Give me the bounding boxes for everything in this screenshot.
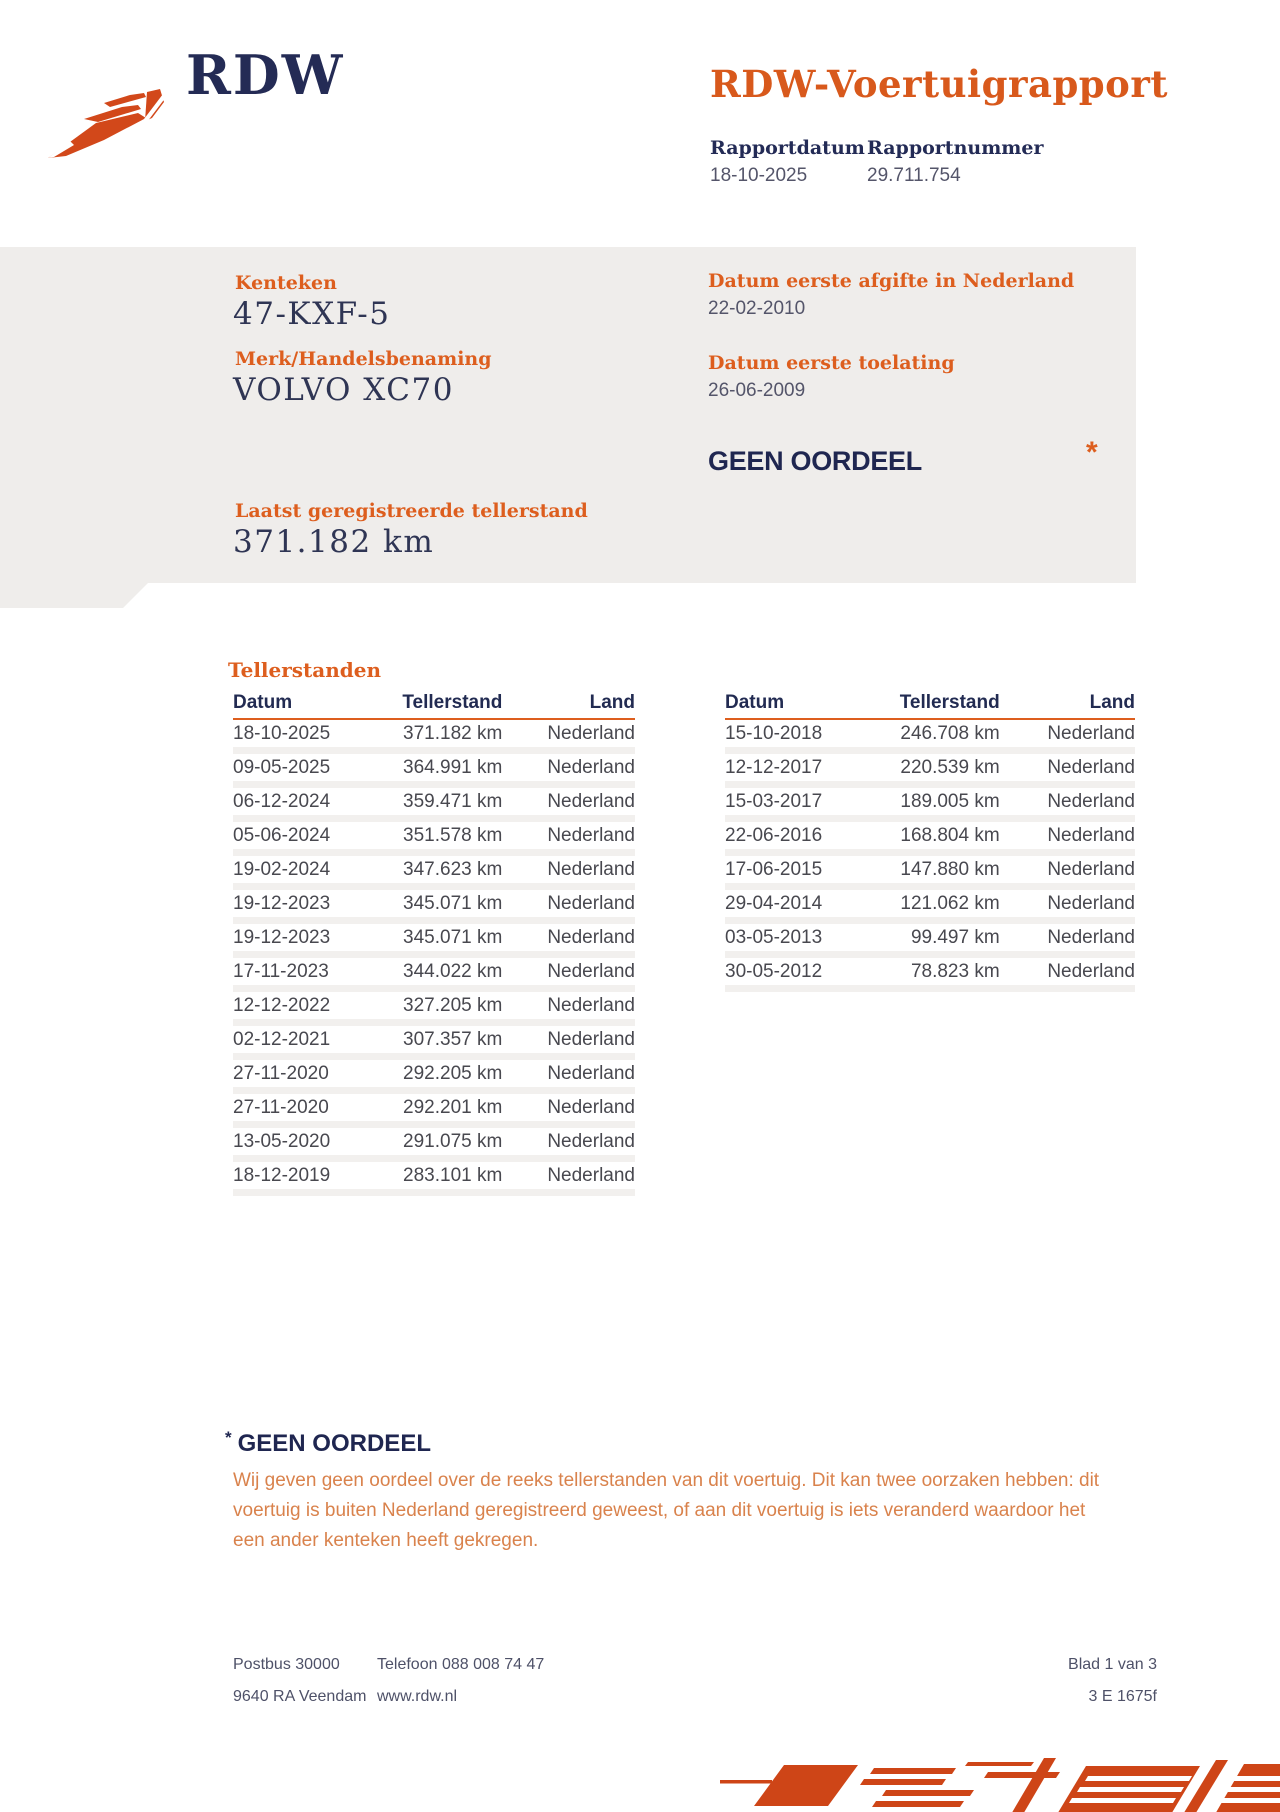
cell-datum: 17-06-2015 xyxy=(725,858,823,880)
cell-land: Nederland xyxy=(1047,790,1135,812)
cell-land: Nederland xyxy=(1047,892,1135,914)
cell-land: Nederland xyxy=(547,926,635,948)
cell-datum: 17-11-2023 xyxy=(233,960,329,982)
odometer-table-left xyxy=(233,692,635,1196)
rdw-wordmark: RDW xyxy=(186,43,345,107)
cell-datum: 12-12-2022 xyxy=(233,994,331,1016)
cell-tellerstand: 345.071 km xyxy=(403,926,503,948)
cell-datum: 19-12-2023 xyxy=(233,926,331,948)
column-header-tellerstand: Tellerstand xyxy=(402,692,503,713)
cell-datum: 19-12-2023 xyxy=(233,892,331,914)
table-row xyxy=(233,1060,635,1094)
cell-datum: 12-12-2017 xyxy=(725,756,823,778)
odometer-table-right xyxy=(725,692,1135,992)
footnote-asterisk: * xyxy=(225,1428,232,1447)
cell-tellerstand: 327.205 km xyxy=(403,994,503,1016)
table-row xyxy=(725,754,1135,788)
cell-datum: 13-05-2020 xyxy=(233,1130,331,1152)
table-row xyxy=(725,822,1135,856)
column-header-datum: Datum xyxy=(233,692,293,713)
cell-datum: 03-05-2013 xyxy=(725,926,823,948)
footer-form-code: 3 E 1675f xyxy=(1088,1688,1157,1705)
kenteken-value: 47-KXF-5 xyxy=(233,296,391,332)
merk-label: Merk/Handelsbenaming xyxy=(235,348,492,370)
cell-datum: 18-10-2025 xyxy=(233,722,331,744)
report-date-value: 18-10-2025 xyxy=(710,165,808,186)
cell-land: Nederland xyxy=(1047,960,1135,982)
table-body xyxy=(233,720,635,1196)
cell-tellerstand: 344.022 km xyxy=(403,960,503,982)
cell-tellerstand: 307.357 km xyxy=(403,1028,503,1050)
cell-tellerstand: 246.708 km xyxy=(900,722,1000,744)
cell-datum: 27-11-2020 xyxy=(233,1062,329,1084)
cell-land: Nederland xyxy=(547,722,635,744)
cell-land: Nederland xyxy=(547,1096,635,1118)
table-row xyxy=(233,856,635,890)
cell-tellerstand: 292.201 km xyxy=(403,1096,503,1118)
table-row xyxy=(725,924,1135,958)
cell-land: Nederland xyxy=(547,756,635,778)
cell-tellerstand: 99.497 km xyxy=(910,926,1000,948)
cell-tellerstand: 189.005 km xyxy=(900,790,1000,812)
tellerstand-value: 371.182 km xyxy=(233,524,435,560)
table-row xyxy=(725,856,1135,890)
table-row xyxy=(233,788,635,822)
cell-tellerstand: 347.623 km xyxy=(403,858,503,880)
table-header-row xyxy=(725,692,1135,720)
cell-land: Nederland xyxy=(547,892,635,914)
page-title: RDW-Voertuigrapport xyxy=(710,62,1168,106)
table-row xyxy=(233,754,635,788)
report-number-label: Rapportnummer xyxy=(867,137,1044,159)
table-row xyxy=(233,924,635,958)
cell-tellerstand: 364.991 km xyxy=(403,756,503,778)
table-row xyxy=(233,720,635,754)
cell-land: Nederland xyxy=(1047,722,1135,744)
table-row xyxy=(233,1162,635,1196)
rdw-logo-icon xyxy=(46,78,170,160)
footnote-heading-row xyxy=(225,1428,431,1458)
tellerstand-label: Laatst geregistreerde tellerstand xyxy=(235,500,588,522)
cell-tellerstand: 283.101 km xyxy=(403,1164,503,1186)
footer-website: www.rdw.nl xyxy=(377,1688,458,1705)
cell-tellerstand: 371.182 km xyxy=(403,722,503,744)
cell-tellerstand: 147.880 km xyxy=(900,858,1000,880)
afgifte-value: 22-02-2010 xyxy=(708,298,806,319)
footer-phone: Telefoon 088 008 74 47 xyxy=(377,1656,545,1673)
verdict-asterisk: * xyxy=(1086,436,1098,469)
cell-datum: 29-04-2014 xyxy=(725,892,823,914)
tellerstanden-heading: Tellerstanden xyxy=(228,658,382,682)
cell-land: Nederland xyxy=(547,960,635,982)
table-row xyxy=(233,992,635,1026)
footnote-heading: GEEN OORDEEL xyxy=(237,1430,431,1457)
cell-land: Nederland xyxy=(1047,824,1135,846)
cell-land: Nederland xyxy=(1047,756,1135,778)
cell-datum: 15-03-2017 xyxy=(725,790,823,812)
afgifte-label: Datum eerste afgifte in Nederland xyxy=(708,270,1075,292)
table-row xyxy=(725,788,1135,822)
cell-datum: 15-10-2018 xyxy=(725,722,823,744)
cell-tellerstand: 220.539 km xyxy=(900,756,1000,778)
merk-value: VOLVO XC70 xyxy=(233,372,454,408)
footer-address-line2: 9640 RA Veendam xyxy=(233,1688,367,1705)
footer-address-line1: Postbus 30000 xyxy=(233,1656,340,1673)
cell-datum: 27-11-2020 xyxy=(233,1096,329,1118)
table-body xyxy=(725,720,1135,992)
cell-tellerstand: 359.471 km xyxy=(403,790,503,812)
cell-datum: 02-12-2021 xyxy=(233,1028,331,1050)
footer-page-indicator: Blad 1 van 3 xyxy=(1068,1656,1157,1673)
cell-tellerstand: 291.075 km xyxy=(403,1130,503,1152)
cell-land: Nederland xyxy=(547,1130,635,1152)
kenteken-label: Kenteken xyxy=(235,272,337,294)
column-header-datum: Datum xyxy=(725,692,785,713)
toelating-label: Datum eerste toelating xyxy=(708,352,955,374)
cell-land: Nederland xyxy=(547,790,635,812)
cell-datum: 09-05-2025 xyxy=(233,756,331,778)
table-row xyxy=(725,720,1135,754)
table-row xyxy=(233,890,635,924)
cell-datum: 22-06-2016 xyxy=(725,824,823,846)
cell-tellerstand: 292.205 km xyxy=(403,1062,503,1084)
column-header-land: Land xyxy=(1089,692,1135,713)
column-header-tellerstand: Tellerstand xyxy=(899,692,1000,713)
cell-datum: 05-06-2024 xyxy=(233,824,331,846)
report-date-label: Rapportdatum xyxy=(710,137,865,159)
table-row xyxy=(725,958,1135,992)
cell-land: Nederland xyxy=(547,858,635,880)
table-row xyxy=(725,890,1135,924)
footnote-body: Wij geven geen oordeel over de reeks tellerstanden van dit voertuig. Dit kan twee oorzaken hebben: dit voertuig is buiten Nederland geregistreerd geweest, of aan dit voertuig is iets veranderd waardoor het een ander kenteken heeft gekregen. xyxy=(233,1470,1100,1551)
cell-land: Nederland xyxy=(547,1028,635,1050)
cell-datum: 18-12-2019 xyxy=(233,1164,331,1186)
verdict-text: GEEN OORDEEL xyxy=(708,446,922,476)
cell-tellerstand: 168.804 km xyxy=(900,824,1000,846)
cell-tellerstand: 351.578 km xyxy=(403,824,503,846)
cell-tellerstand: 121.062 km xyxy=(900,892,1000,914)
table-row xyxy=(233,1094,635,1128)
cell-land: Nederland xyxy=(1047,926,1135,948)
cell-land: Nederland xyxy=(547,1164,635,1186)
report-number-value: 29.711.754 xyxy=(867,165,961,186)
cell-land: Nederland xyxy=(547,1062,635,1084)
cell-land: Nederland xyxy=(547,824,635,846)
rdw-stripes-graphic xyxy=(688,1756,1280,1812)
table-row xyxy=(233,822,635,856)
table-row xyxy=(233,1128,635,1162)
cell-land: Nederland xyxy=(1047,858,1135,880)
cell-tellerstand: 345.071 km xyxy=(403,892,503,914)
table-header-row xyxy=(233,692,635,720)
cell-land: Nederland xyxy=(547,994,635,1016)
cell-tellerstand: 78.823 km xyxy=(910,960,1000,982)
table-row xyxy=(233,958,635,992)
toelating-value: 26-06-2009 xyxy=(708,380,806,401)
summary-panel xyxy=(0,247,1136,608)
cell-datum: 19-02-2024 xyxy=(233,858,331,880)
column-header-land: Land xyxy=(589,692,635,713)
cell-datum: 06-12-2024 xyxy=(233,790,331,812)
cell-datum: 30-05-2012 xyxy=(725,960,823,982)
table-row xyxy=(233,1026,635,1060)
